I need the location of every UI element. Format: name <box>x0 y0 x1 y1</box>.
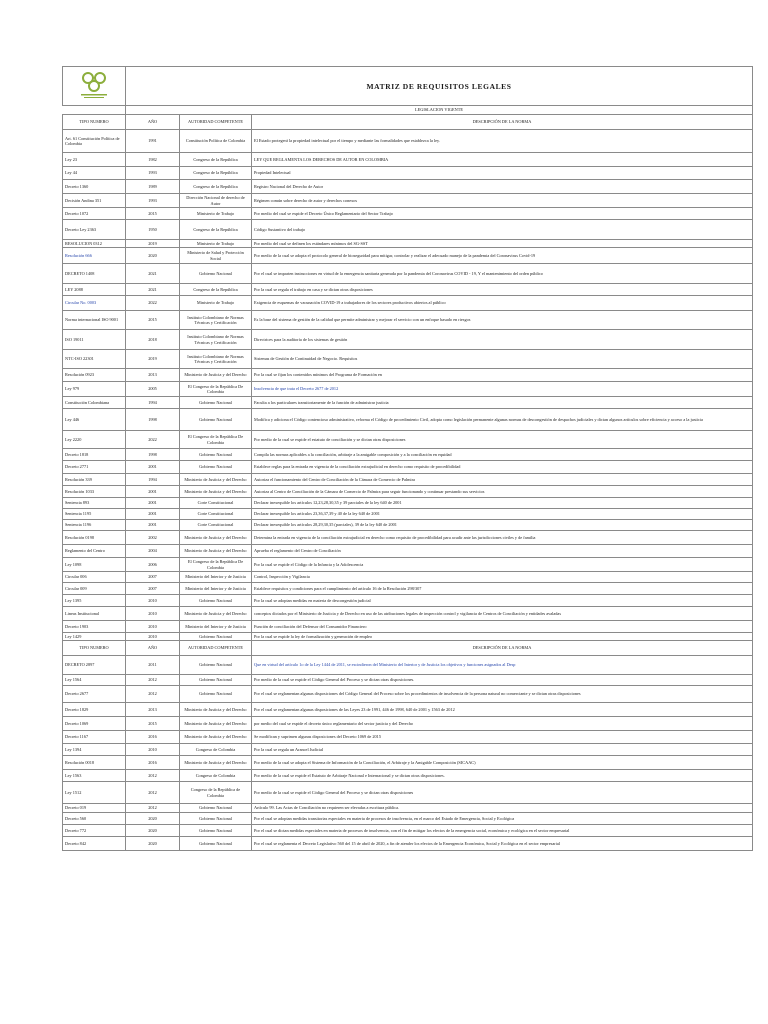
cell-descripcion: Código Sustantivo del trabajo <box>252 220 753 240</box>
cell-autoridad: Ministerio de Justicia y del Derecho <box>180 607 252 621</box>
cell-tipo: Resolución 0198 <box>63 531 126 545</box>
cell-tipo: Ley 446 <box>63 409 126 431</box>
cell-descripcion: Directrices para la auditoría de los sistemas de gestión <box>252 330 753 350</box>
cell-descripcion: Por medio de la cual se expide el Código General del Proceso y se dictan otras disposiciones <box>252 782 753 804</box>
cell-tipo: Circular 009 <box>63 583 126 595</box>
table-row <box>63 531 753 545</box>
cell-anio: 1982 <box>126 153 180 167</box>
cell-descripcion: Establece requisitos y condiciones para el cumplimiento del artículo 16 de la Resolución 298/307 <box>252 583 753 595</box>
cell-descripcion: Sistemas de Gestión de Continuidad de Negocio. Requisitos <box>252 350 753 369</box>
table-row <box>63 595 753 607</box>
table-row <box>63 449 753 461</box>
cell-autoridad: Instituto Colombiano de Normas Técnicas y Certificación <box>180 330 252 350</box>
cell-descripcion: Compila las normas aplicables a la conciliación, arbitraje a la amigable composición y a la conciliación en equidad <box>252 449 753 461</box>
cell-descripcion: Por el cual se adoptan medidas transitorias especiales en materia de procesos de insolvencia, en el marco del Estado de Emergencia, Social y Ecológica <box>252 813 753 825</box>
table-row <box>63 167 753 180</box>
table-row <box>63 825 753 837</box>
cell-descripcion: Por medio de la cual se adopta el protocolo general de bioseguridad para mitigar, controlar y realizar el adecuado manejo de la pandemia del Coronavirus Covid-19 <box>252 248 753 264</box>
cell-autoridad: Congreso de la República <box>180 180 252 194</box>
cell-autoridad: Ministerio de Trabajo <box>180 240 252 248</box>
table-row <box>63 607 753 621</box>
cell-anio: 2012 <box>126 770 180 782</box>
col-header-descripcion: DESCRIPCIÓN DE LA NORMA <box>252 115 753 130</box>
cell-anio: 1993 <box>126 194 180 208</box>
table-row <box>63 153 753 167</box>
table-row <box>63 686 753 703</box>
table-row <box>63 770 753 782</box>
cell-anio: 2010 <box>126 621 180 633</box>
cell-anio: 2019 <box>126 350 180 369</box>
table-row <box>63 656 753 675</box>
cell-autoridad: Gobierno Nacional <box>180 595 252 607</box>
cell-tipo: Decisión Andina 351 <box>63 194 126 208</box>
cell-anio: 2002 <box>126 531 180 545</box>
cell-tipo: Resolución 0018 <box>63 756 126 770</box>
cell-anio: 1998 <box>126 409 180 431</box>
cell-anio: 2006 <box>126 558 180 572</box>
cell-anio: 1991 <box>126 130 180 153</box>
table-row <box>63 804 753 813</box>
table-row <box>63 284 753 296</box>
cell-autoridad: Corte Constitucional <box>180 520 252 531</box>
table-row <box>63 130 753 153</box>
cell-tipo: Decreto 842 <box>63 837 126 851</box>
table-row <box>63 330 753 350</box>
cell-tipo: Ley 2220 <box>63 431 126 449</box>
column-header-row <box>63 115 753 130</box>
cell-tipo: Ley 1098 <box>63 558 126 572</box>
table-row <box>63 509 753 520</box>
cell-anio: 2004 <box>126 545 180 558</box>
cell-tipo: Sentencia 893 <box>63 498 126 509</box>
legal-requirements-table <box>62 66 753 851</box>
cell-anio: 2022 <box>126 431 180 449</box>
cell-descripcion: Por medio del cual se definen los estándares mínimos del SG-SST <box>252 240 753 248</box>
cell-tipo: Ley 979 <box>63 382 126 397</box>
cell-descripcion: El Estado protegerá la propiedad intelectual por el tiempo y mediante las formalidades que establezca la ley. <box>252 130 753 153</box>
cell-anio: 2015 <box>126 717 180 731</box>
table-row <box>63 813 753 825</box>
table-row <box>63 703 753 717</box>
cell-anio: 2012 <box>126 686 180 703</box>
cell-autoridad: Gobierno Nacional <box>180 686 252 703</box>
cell-autoridad: Corte Constitucional <box>180 509 252 520</box>
table-row <box>63 296 753 311</box>
table-row <box>63 350 753 369</box>
cell-descripcion: Por medio del cual se expide el Decreto Único Reglamentario del Sector Trabajo <box>252 208 753 220</box>
table-row <box>63 675 753 686</box>
cell-tipo: Lineas Institucional <box>63 607 126 621</box>
cell-descripcion: Determina la entrada en vigencia de la conciliación extrajudicial en derecho como requisito de procedibilidad para acudir ante las jurisdicciones civiles y de familia <box>252 531 753 545</box>
cell-autoridad: Ministerio de Justicia y del Derecho <box>180 531 252 545</box>
cell-autoridad: Congreso de la República <box>180 153 252 167</box>
cell-anio: 2001 <box>126 520 180 531</box>
cell-descripcion: Declarar inexequible los artículos 12,23,28,30,35 y 39 parciales de la ley 640 de 2001 <box>252 498 753 509</box>
cell-descripcion: LEY QUE REGLAMENTA LOS DERECHOS DE AUTOR EN COLOMBIA <box>252 153 753 167</box>
cell-autoridad: Ministerio del Interior y de Justicia <box>180 621 252 633</box>
cell-tipo: Reglamento del Centro <box>63 545 126 558</box>
cell-descripcion: Por el cual se dictan medidas especiales en materia de procesos de insolvencia, con el fin de mitigar los efectos de la emergencia social, económica y ecológica en el sector empresarial <box>252 825 753 837</box>
cell-descripcion: Por el cual se reglamenta el Decreto Legislativo 560 del 15 de abril de 2020, a fin de atender los efectos de la Emergencia Económica, Social y Ecológica en el sector empresarial <box>252 837 753 851</box>
table-row <box>63 633 753 641</box>
cell-descripcion: Por medio de la cual se adopta el Sistema de Información de la Conciliación, el Arbitraje y la Amigable Composición (SICAAC) <box>252 756 753 770</box>
cell-tipo: Resolución 1033 <box>63 486 126 498</box>
cell-tipo: Ley 1564 <box>63 675 126 686</box>
cell-autoridad: Congreso de la República de Colombia <box>180 782 252 804</box>
cell-anio: 1993 <box>126 167 180 180</box>
cell-tipo: Decreto 1072 <box>63 208 126 220</box>
cell-tipo: RESOLUCION 0312 <box>63 240 126 248</box>
cell-autoridad: Constitución Política de Colombia <box>180 130 252 153</box>
table-row <box>63 731 753 744</box>
cell-tipo: Resolución 339 <box>63 474 126 486</box>
cell-descripcion: Por la cual se fijan los contenidos mínimos del Programa de Formación en <box>252 369 753 382</box>
col-header-autoridad: AUTORIDAD COMPETENTE <box>180 115 252 130</box>
cell-descripcion: Artículo 99. Las Actas de Conciliación no requieren ser elevadas a escritura pública. <box>252 804 753 813</box>
table-row <box>63 717 753 731</box>
cell-descripcion: conceptos dictados por el Ministerio de Justicia y de Derecho en uso de las atribuciones legales de inspección control y vigilancia de Centros de Conciliación y entidades avaladas <box>252 607 753 621</box>
cell-anio: 2010 <box>126 607 180 621</box>
cell-anio: 2020 <box>126 248 180 264</box>
col-header-autoridad: AUTORIDAD COMPETENTE <box>180 641 252 656</box>
cell-autoridad: Gobierno Nacional <box>180 804 252 813</box>
cell-anio: 2007 <box>126 572 180 583</box>
cell-autoridad: Ministerio de Justicia y del Derecho <box>180 474 252 486</box>
cell-tipo: Ley 23 <box>63 153 126 167</box>
table-row <box>63 520 753 531</box>
table-row <box>63 621 753 633</box>
cell-autoridad: Corte Constitucional <box>180 498 252 509</box>
cell-descripcion: Que en virtud del artículo 1o de la Ley 1444 de 2011, se escindieron del Ministerio del Interior y de Justicia los objetivos y funciones asignados al Desp <box>252 656 753 675</box>
table-row <box>63 474 753 486</box>
cell-descripcion: Exigencia de esquemas de vacunación COVID-19 a trabajadores de los sectores productivos abiertos al público <box>252 296 753 311</box>
cell-anio: 2007 <box>126 583 180 595</box>
cell-tipo: Resolución 666 <box>63 248 126 264</box>
table-row <box>63 194 753 208</box>
cell-autoridad: Gobierno Nacional <box>180 264 252 284</box>
cell-tipo: Decreto 1829 <box>63 703 126 717</box>
table-row <box>63 264 753 284</box>
cell-descripcion: Aprueba el reglamento del Centro de Conciliación <box>252 545 753 558</box>
cell-tipo: Decreto 772 <box>63 825 126 837</box>
cell-descripcion: Por la cual se regula el trabajo en casa y se dictan otras disposiciones <box>252 284 753 296</box>
cell-anio: 1950 <box>126 220 180 240</box>
cell-autoridad: Ministerio de Justicia y del Derecho <box>180 545 252 558</box>
cell-anio: 2021 <box>126 284 180 296</box>
cell-tipo: Decreto Ley 2363 <box>63 220 126 240</box>
cell-autoridad: Ministerio de Justicia y del Derecho <box>180 703 252 717</box>
cell-tipo: Constitución Colombiana <box>63 397 126 409</box>
cell-descripcion: Por medio de la cual se expide el Estatuto de Arbitraje Nacional e Internacional y se dictan otras disposiciones. <box>252 770 753 782</box>
cell-anio: 2001 <box>126 486 180 498</box>
cell-tipo: Decreto 1360 <box>63 180 126 194</box>
cell-descripcion: Modifica y adiciona el Código contencioso administrativo, reforma el Código de procedimiento Civil, adopta como legislación permanente algunas normas de descongestión de despachos judiciales y dictan algunos artículos sobre eficiencia y acceso a la justicia <box>252 409 753 431</box>
cell-autoridad: Ministerio de Trabajo <box>180 296 252 311</box>
table-row <box>63 744 753 756</box>
cell-autoridad: El Congreso de la República De Colombia <box>180 558 252 572</box>
cell-anio: 2019 <box>126 240 180 248</box>
cell-tipo: Decreto 2771 <box>63 461 126 474</box>
cell-anio: 2011 <box>126 656 180 675</box>
cell-descripcion: Autoriza el funcionamiento del Centro de Conciliación de la Cámara de Comercio de Palmira <box>252 474 753 486</box>
cell-anio: 2015 <box>126 208 180 220</box>
cell-autoridad: Gobierno Nacional <box>180 633 252 641</box>
table-row <box>63 572 753 583</box>
cell-anio: 2013 <box>126 703 180 717</box>
cell-autoridad: Ministerio de Salud y Protección Social <box>180 248 252 264</box>
cell-autoridad: Gobierno Nacional <box>180 461 252 474</box>
cell-anio: 2015 <box>126 311 180 330</box>
cell-tipo: Decreto 1167 <box>63 731 126 744</box>
cell-autoridad: Gobierno Nacional <box>180 813 252 825</box>
cell-anio: 2016 <box>126 756 180 770</box>
cell-descripcion: Por la cual se expide el Código de la Infancia y la Adolescencia <box>252 558 753 572</box>
cell-autoridad: Instituto Colombiano de Normas Técnicas y Certificación <box>180 311 252 330</box>
cell-anio: 2016 <box>126 731 180 744</box>
cell-descripcion: Insolvencia de que trata el Decreto 2677 de 2012 <box>252 382 753 397</box>
cell-tipo: ISO 19011 <box>63 330 126 350</box>
cell-tipo: Circular No. 0003 <box>63 296 126 311</box>
cell-autoridad: Gobierno Nacional <box>180 397 252 409</box>
cell-descripcion: Por medio de la cual se expide el Código General del Proceso y se dictan otras disposiciones. <box>252 675 753 686</box>
cell-autoridad: Congreso de Colombia <box>180 744 252 756</box>
cell-autoridad: Ministerio del Interior y de Justicia <box>180 572 252 583</box>
cell-descripcion: Es la base del sistema de gestión de la calidad que permite administrar y mejorar el servicio con un enfoque basado en riesgos <box>252 311 753 330</box>
cell-autoridad: Dirección Nacional de derecho de Autor <box>180 194 252 208</box>
table-row <box>63 369 753 382</box>
cell-descripcion: Faculta a los particulares transitoriamente de la función de administrar justicia <box>252 397 753 409</box>
cell-descripcion: Control, Inspección y Vigilancia <box>252 572 753 583</box>
cell-descripcion: Autoriza al Centro de Conciliación de la Cámara de Comercio de Palmira para seguir funcionando y continuar prestando sus servicios <box>252 486 753 498</box>
column-header-row-repeat <box>63 641 753 656</box>
cell-autoridad: El Congreso de la República De Colombia <box>180 382 252 397</box>
cell-anio: 2001 <box>126 498 180 509</box>
cell-autoridad: Gobierno Nacional <box>180 837 252 851</box>
table-row <box>63 240 753 248</box>
cell-tipo: Ley 1563 <box>63 770 126 782</box>
page-title: MATRIZ DE REQUISITOS LEGALES <box>126 67 753 106</box>
cell-descripcion: Por la cual se regula un Arancel Judicial <box>252 744 753 756</box>
cell-autoridad: Ministerio de Justicia y del Derecho <box>180 486 252 498</box>
cell-tipo: Circular 006 <box>63 572 126 583</box>
cell-descripcion: Declarar inexequible los artículos 23,36,37,39 y 40 de la ley 640 de 2001 <box>252 509 753 520</box>
table-row <box>63 397 753 409</box>
cell-autoridad: El Congreso de la República De Colombia <box>180 431 252 449</box>
cell-anio: 2012 <box>126 675 180 686</box>
table-row <box>63 782 753 804</box>
cell-tipo: Ley 1429 <box>63 633 126 641</box>
cell-tipo: Ley 1395 <box>63 595 126 607</box>
table-row <box>63 248 753 264</box>
cell-autoridad: Ministerio de Justicia y del Derecho <box>180 369 252 382</box>
cell-anio: 1994 <box>126 474 180 486</box>
cell-anio: 2005 <box>126 382 180 397</box>
logo-cell <box>63 67 126 106</box>
col-header-tipo: TIPO NUMERO <box>63 641 126 656</box>
cell-descripcion: Registro Nacional del Derecho de Autor <box>252 180 753 194</box>
table-row <box>63 382 753 397</box>
cell-descripcion: Por el cual se reglamentan algunas disposiciones de las Leyes 23 de 1991, 446 de 1998, 640 de 2001 y 1563 de 2012 <box>252 703 753 717</box>
cell-descripcion: Propiedad Intelectual <box>252 167 753 180</box>
cell-anio: 2010 <box>126 633 180 641</box>
table-row <box>63 486 753 498</box>
cell-anio: 1998 <box>126 449 180 461</box>
cell-descripcion: Se modifican y suprimen algunas disposiciones del Decreto 1069 de 2015 <box>252 731 753 744</box>
cell-autoridad: Gobierno Nacional <box>180 656 252 675</box>
table-row <box>63 208 753 220</box>
cell-anio: 2012 <box>126 804 180 813</box>
cell-autoridad: Congreso de la República <box>180 220 252 240</box>
cell-tipo: Decreto 019 <box>63 804 126 813</box>
cell-autoridad: Gobierno Nacional <box>180 409 252 431</box>
col-header-anio: AÑO <box>126 115 180 130</box>
cell-descripcion: Por el cual se imparten instrucciones en virtud de la emergencia sanitaria generada por la pandemia del Coronavirus COVID - 19, Y el mantenimiento del orden público <box>252 264 753 284</box>
cell-tipo: Resolución 0923 <box>63 369 126 382</box>
cell-autoridad: Ministerio del Interior y de Justicia <box>180 583 252 595</box>
cell-descripcion: Por la cual se adoptan medidas en materia de descongestión judicial <box>252 595 753 607</box>
cell-anio: 2018 <box>126 330 180 350</box>
col-header-anio: AÑO <box>126 641 180 656</box>
cell-autoridad: Ministerio de Justicia y del Derecho <box>180 756 252 770</box>
cell-autoridad: Gobierno Nacional <box>180 825 252 837</box>
table-row <box>63 461 753 474</box>
cell-descripcion: Por el cual se reglamentan algunas disposiciones del Código General del Proceso sobre los procedimientos de insolvencia de la persona natural no comerciante y se dictan otras disposiciones <box>252 686 753 703</box>
subtitle: LEGISLACION VIGENTE <box>126 106 753 115</box>
cell-anio: 2020 <box>126 813 180 825</box>
cell-descripcion: por medio del cual se expide el decreto único reglamentario del sector justicia y del Derecho <box>252 717 753 731</box>
cell-tipo: Ley 1512 <box>63 782 126 804</box>
cell-autoridad: Congreso de la República <box>180 167 252 180</box>
table-row <box>63 558 753 572</box>
cell-descripcion: Por la cual se expide la ley de formalización y generación de empleo <box>252 633 753 641</box>
col-header-descripcion: DESCRIPCIÓN DE LA NORMA <box>252 641 753 656</box>
cell-descripcion: Por medio de la cual se expide el estatuto de conciliación y se dictan otras disposiciones <box>252 431 753 449</box>
cell-tipo: Decreto 1069 <box>63 717 126 731</box>
cell-tipo: Decreto 1818 <box>63 449 126 461</box>
table-row <box>63 545 753 558</box>
cell-autoridad: Ministerio de Trabajo <box>180 208 252 220</box>
cell-tipo: Sentencia 1196 <box>63 520 126 531</box>
table-row <box>63 220 753 240</box>
cell-tipo: NTC-ISO 22301 <box>63 350 126 369</box>
table-row <box>63 837 753 851</box>
cell-descripcion: Régimen común sobre derecho de autor y derechos conexos <box>252 194 753 208</box>
cell-tipo: Sentencia 1195 <box>63 509 126 520</box>
cell-anio: 1989 <box>126 180 180 194</box>
cell-anio: 2020 <box>126 825 180 837</box>
table-row <box>63 180 753 194</box>
cell-anio: 2001 <box>126 461 180 474</box>
table-row <box>63 583 753 595</box>
table-row <box>63 498 753 509</box>
chamber-logo <box>71 68 117 102</box>
cell-tipo: Ley 44 <box>63 167 126 180</box>
cell-autoridad: Congreso de Colombia <box>180 770 252 782</box>
table-row <box>63 756 753 770</box>
cell-tipo: Decreto 1903 <box>63 621 126 633</box>
cell-anio: 2012 <box>126 782 180 804</box>
table-row <box>63 409 753 431</box>
cell-autoridad: Ministerio de Justicia y del Derecho <box>180 717 252 731</box>
cell-tipo: Decreto 2677 <box>63 686 126 703</box>
cell-autoridad: Gobierno Nacional <box>180 449 252 461</box>
cell-descripcion: Declarar inexequible los artículos 28,29,30,35 (parciales), 39 de la ley 640 de 2001 <box>252 520 753 531</box>
cell-anio: 2020 <box>126 837 180 851</box>
col-header-tipo: TIPO NUMERO <box>63 115 126 130</box>
cell-tipo: Norma internacional ISO 9001 <box>63 311 126 330</box>
cell-tipo: Ley 1394 <box>63 744 126 756</box>
cell-descripcion: Establece reglas para la entrada en vigencia de la conciliación extrajudicial en derecho como requisito de procedibilidad <box>252 461 753 474</box>
cell-anio: 1994 <box>126 397 180 409</box>
cell-autoridad: Gobierno Nacional <box>180 675 252 686</box>
cell-autoridad: Instituto Colombiano de Normas Técnicas y Certificación <box>180 350 252 369</box>
table-row <box>63 431 753 449</box>
cell-anio: 2010 <box>126 595 180 607</box>
cell-anio: 2001 <box>126 509 180 520</box>
table-row <box>63 311 753 330</box>
cell-tipo: Decreto 560 <box>63 813 126 825</box>
cell-tipo: LEY 2088 <box>63 284 126 296</box>
cell-anio: 2022 <box>126 296 180 311</box>
cell-descripcion: Función de conciliación del Defensor del Consumidor Financiero <box>252 621 753 633</box>
cell-autoridad: Congreso de la República <box>180 284 252 296</box>
cell-anio: 2013 <box>126 369 180 382</box>
cell-anio: 2021 <box>126 264 180 284</box>
cell-tipo: DECRETO 2897 <box>63 656 126 675</box>
cell-autoridad: Ministerio de Justicia y del Derecho <box>180 731 252 744</box>
cell-tipo: DECRETO 1408 <box>63 264 126 284</box>
cell-tipo: Art. 61 Constitución Política de Colombia <box>63 130 126 153</box>
cell-anio: 2010 <box>126 744 180 756</box>
